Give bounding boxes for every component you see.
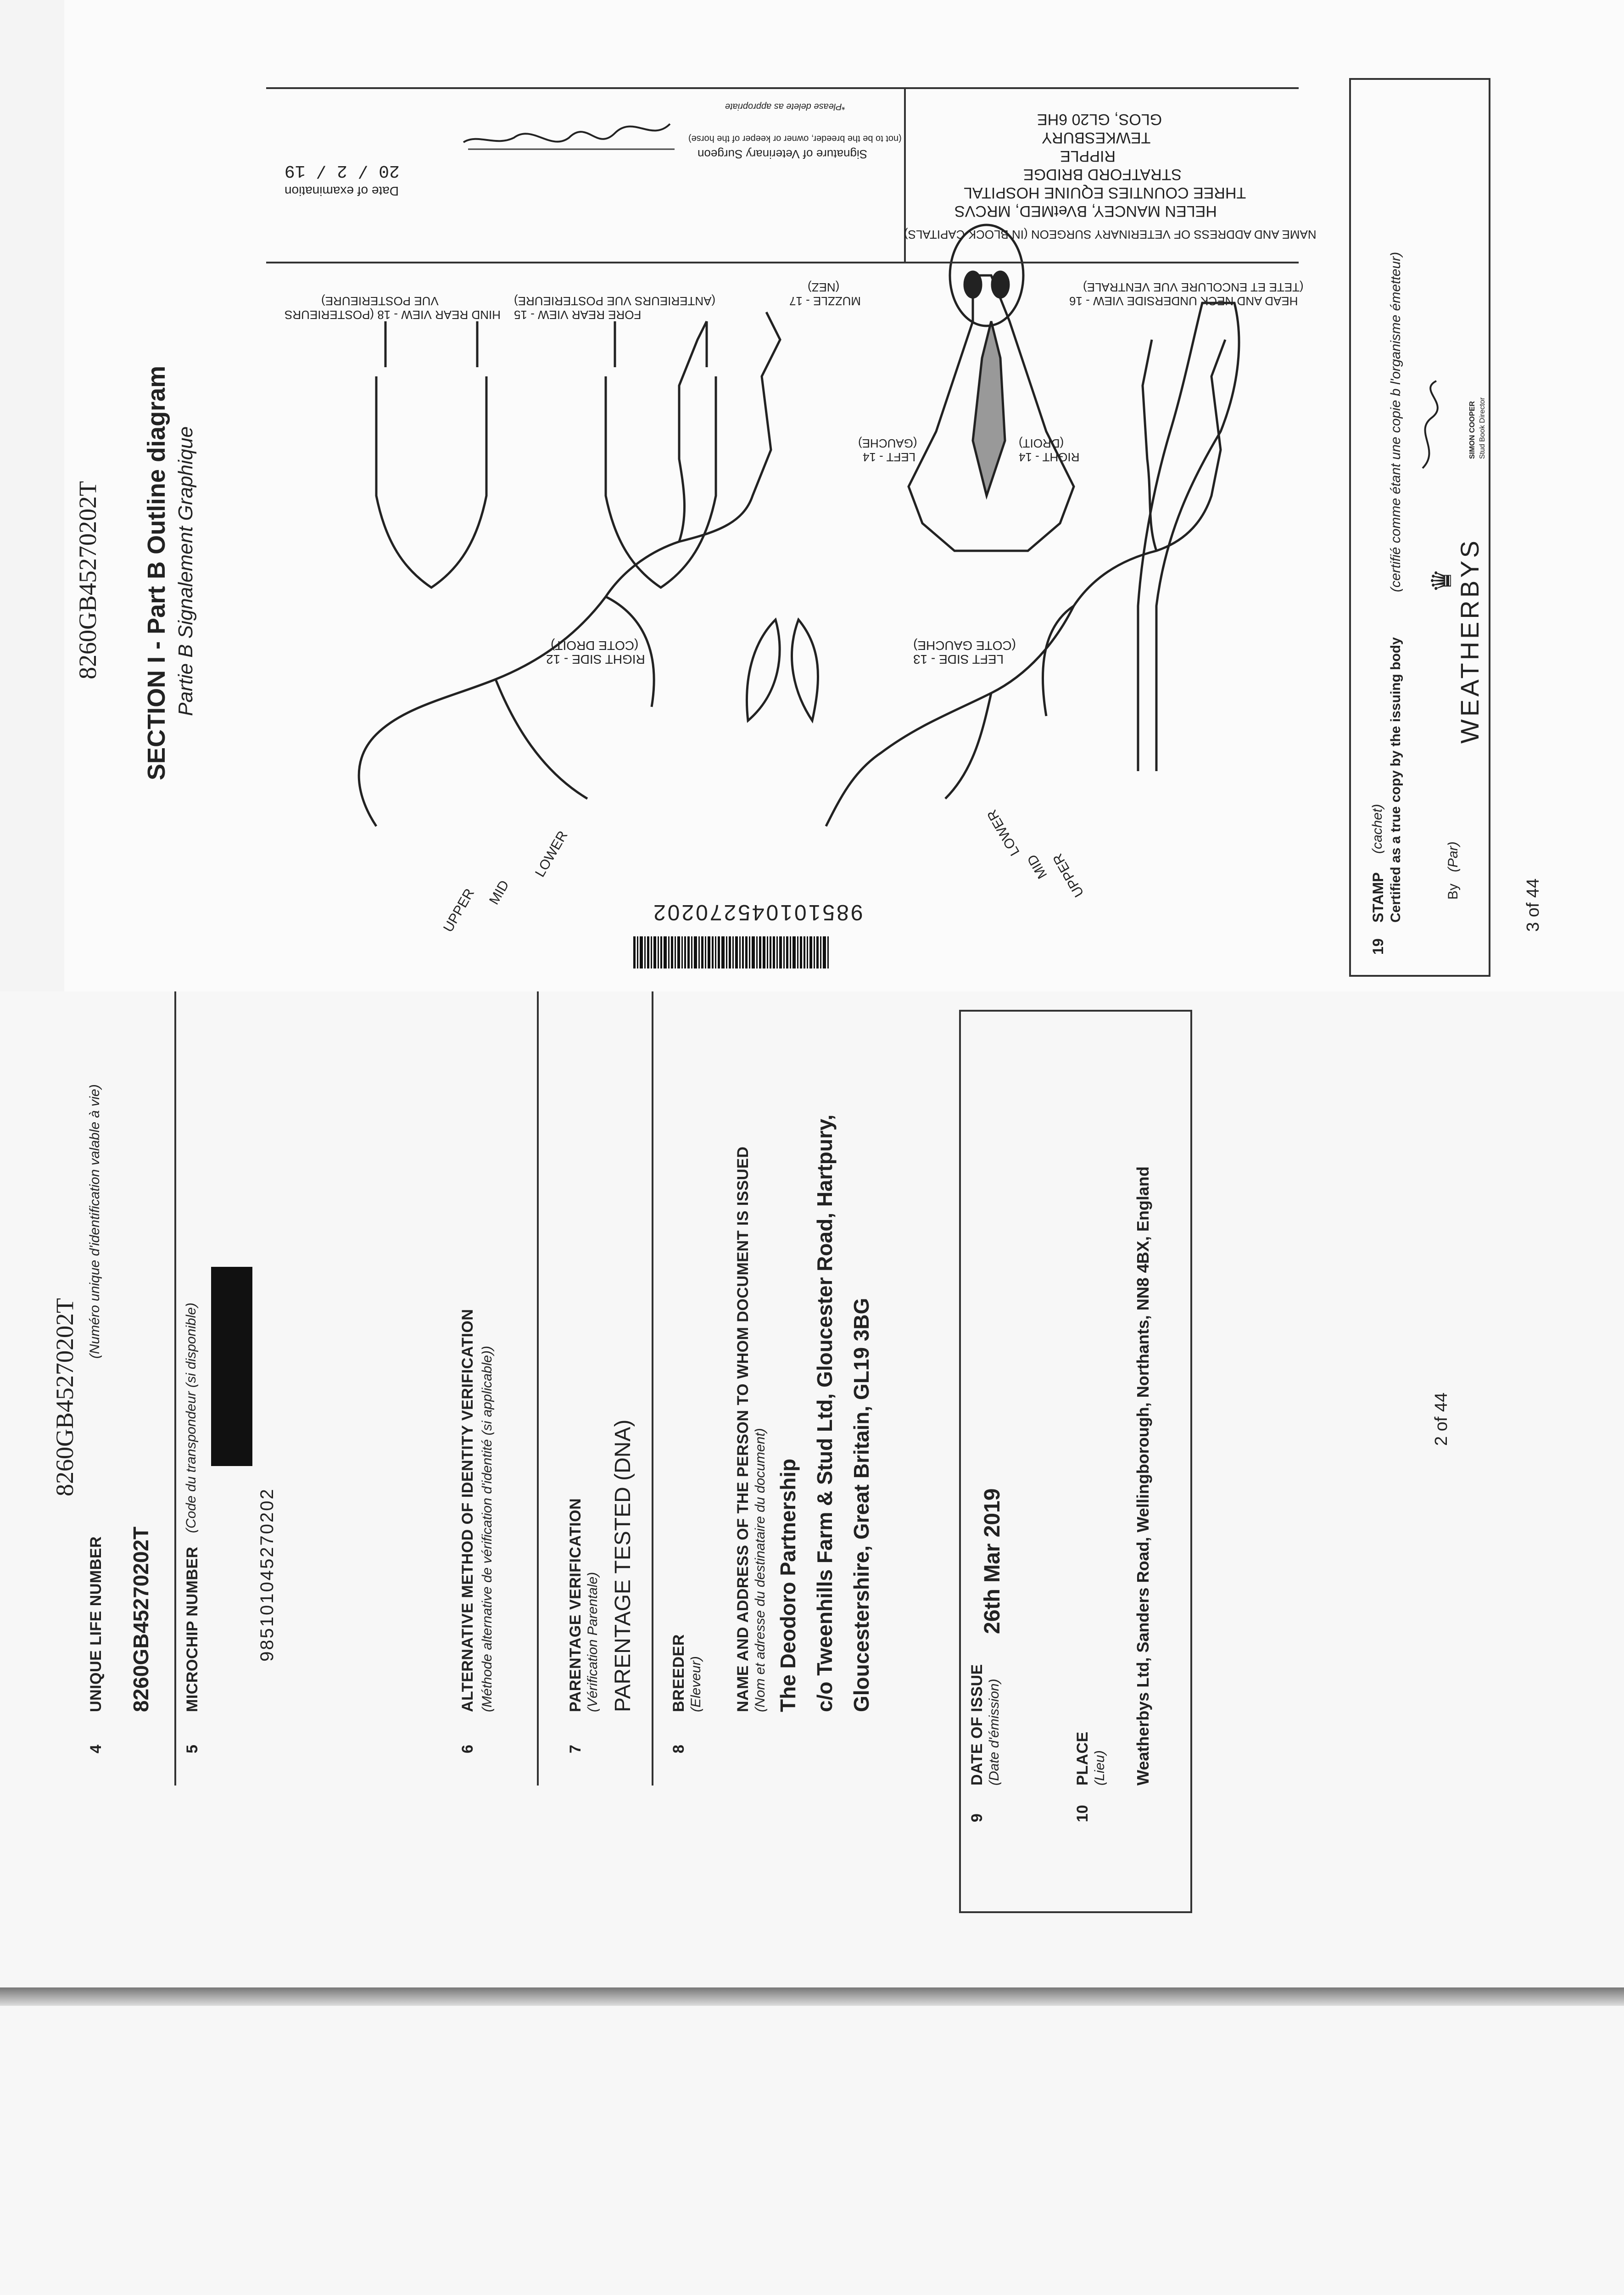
stamp-signatory-title: Stud Book Director — [1479, 397, 1486, 459]
section-title: SECTION I - Part B Outline diagram — [143, 365, 170, 780]
weatherbys-crest-icon: ♛ — [1426, 568, 1457, 593]
label-right-side-fr: (COTE DROIT) — [551, 638, 639, 653]
stamp-issuer: WEATHERBYS — [1455, 538, 1484, 744]
blaze-marking — [973, 321, 1005, 496]
vet-address-1: THREE COUNTIES EQUINE HOSPITAL — [964, 184, 1246, 202]
label-head-neck-fr: (TETE ET ENCOLURE VUE VENTRALE) — [1083, 280, 1304, 294]
stamp-label: STAMP — [1370, 872, 1386, 923]
page-bottom-edge — [0, 1987, 1624, 2006]
section-subtitle: Partie B Signalement Graphique — [174, 426, 197, 716]
label-head-neck: HEAD AND NECK UNDERSIDE VIEW - 16 — [1069, 294, 1298, 308]
field5-label: MICROCHIP NUMBER — [184, 1546, 201, 1712]
stamp-number: 19 — [1370, 938, 1386, 955]
field4-rule — [174, 991, 176, 1786]
vet-heading: NAME AND ADDRESS OF VETERINARY SURGEON (IN BLOCK CAPITALS) — [904, 228, 1317, 241]
field4-label-fr: (Numéro unique d'identification valable à vie) — [87, 1084, 102, 1359]
label-lower-left: LOWER — [532, 828, 571, 880]
field8-label: BREEDER — [670, 1634, 687, 1712]
field8-number: 8 — [670, 1745, 687, 1753]
field9-label: DATE OF ISSUE — [968, 1664, 986, 1786]
vet-date-label: Date of examination — [285, 184, 399, 198]
stamp-certified: Certified as a true copy by the issuing body — [1388, 637, 1403, 923]
label-right-14-fr: (DROIT) — [1019, 437, 1064, 450]
field4-value: 8260GB45270202T — [129, 1526, 153, 1712]
field8-address-1: c/o Tweenhills Farm & Stud Ltd, Gloucester Road, Hartpury, — [813, 1114, 837, 1712]
field6-number: 6 — [459, 1745, 476, 1753]
label-left-side: LEFT SIDE - 13 — [913, 652, 1004, 666]
label-left-14-fr: (GAUCHE) — [858, 437, 917, 450]
field8-sub-label: NAME AND ADDRESS OF THE PERSON TO WHOM DOCUMENT IS ISSUED — [734, 1146, 752, 1712]
vet-block-bottom-rule — [266, 262, 1299, 263]
label-hind-rear: HIND REAR VIEW - 18 (POSTERIEURS — [285, 308, 501, 322]
label-right-side: RIGHT SIDE - 12 — [546, 652, 645, 666]
vet-signature-label: Signature of Veterinary Surgeon — [698, 147, 868, 161]
bottom-header-id: 8260GB45270202T — [51, 1298, 78, 1496]
vet-address-5: GLOS, GL20 6HE — [1037, 111, 1162, 128]
field10-label-fr: (Lieu) — [1092, 1750, 1107, 1786]
field10-label: PLACE — [1074, 1731, 1091, 1786]
label-mid-left: MID — [486, 878, 513, 907]
field5-number: 5 — [184, 1745, 201, 1753]
stamp-by-fr: (Par) — [1445, 841, 1461, 872]
horse-tail-left — [792, 620, 818, 721]
label-fore-rear: FORE REAR VIEW - 15 — [514, 308, 642, 322]
field10-value: Weatherbys Ltd, Sanders Road, Wellingborough, Northants, NN8 4BX, England — [1133, 1166, 1152, 1786]
label-upper-left: UPPER — [441, 886, 478, 935]
field6-rule — [537, 991, 539, 1786]
top-header-id: 8260GB45270202T — [74, 481, 101, 679]
stamp-signatory: SIMON COOPER — [1468, 401, 1476, 459]
field8-label-fr: (Eleveur) — [688, 1656, 703, 1712]
label-left-14: LEFT - 14 — [863, 450, 916, 464]
top-microchip-barcode — [633, 936, 830, 968]
field9-label-fr: (Date d'émission) — [987, 1679, 1002, 1786]
field6-label-fr: (Méthode alternative de vérification d'identité (si applicable)) — [480, 1346, 495, 1712]
field4-number: 4 — [87, 1745, 105, 1753]
field6-label: ALTERNATIVE METHOD OF IDENTITY VERIFICATION — [459, 1309, 476, 1712]
label-mid-right: MID — [1024, 851, 1050, 881]
vet-signature — [459, 106, 679, 156]
label-muzzle-fr: (NEZ) — [808, 280, 840, 294]
field5-label-fr: (Code du transpondeur (si disponible) — [184, 1303, 199, 1533]
stamp-label-fr: (cachet) — [1370, 804, 1385, 854]
vet-address-2: STRATFORD BRIDGE — [1023, 166, 1182, 183]
bottom-microchip-barcode — [211, 1267, 252, 1717]
field7-label-fr: (Vérification Parentale) — [585, 1572, 600, 1712]
label-muzzle: MUZZLE - 17 — [789, 294, 861, 308]
stamp-certified-fr: (certifié comme étant une copie b l'organisme émetteur) — [1388, 252, 1403, 592]
label-fore-rear-fr: (ANTERIEURS VUE POSTERIEURE) — [514, 294, 716, 308]
fore-rear-view-outline — [606, 321, 716, 588]
field7-label: PARENTAGE VERIFICATION — [567, 1498, 584, 1712]
hind-rear-view-outline — [376, 321, 486, 588]
field9-value: 26th Mar 2019 — [980, 1488, 1005, 1634]
vet-address-3: RIPPLE — [1060, 147, 1116, 165]
label-upper-right: UPPER — [1050, 851, 1087, 900]
vet-signature-note: (not to be the breeder, owner or keeper of the horse) — [688, 134, 902, 144]
field8-sub-label-fr: (Nom et adresse du destinataire du document) — [753, 1428, 768, 1712]
field7-rule — [652, 991, 653, 1786]
field8-name: The Deodoro Partnership — [776, 1458, 800, 1712]
top-page-number: 3 of 44 — [1524, 878, 1543, 932]
vet-block-top-rule — [266, 87, 1299, 89]
field7-value: PARENTAGE TESTED (DNA) — [611, 1419, 635, 1712]
vet-date-of-exam: 20 / 2 / 19 — [285, 161, 400, 180]
label-lower-right: LOWER — [984, 807, 1023, 858]
label-hind-rear-fr: VUE POSTERIEURE) — [321, 294, 439, 308]
vet-footnote: *Please delete as appropriate — [725, 101, 846, 112]
stamp-signature — [1404, 376, 1459, 477]
stamp-by: By — [1445, 883, 1461, 900]
field4-label: UNIQUE LIFE NUMBER — [87, 1536, 105, 1712]
vet-address-4: TEWKESBURY — [1042, 129, 1151, 146]
horse-tail-right — [747, 620, 780, 721]
bottom-page-number: 2 of 44 — [1432, 1392, 1451, 1446]
label-right-14: RIGHT - 14 — [1019, 450, 1080, 464]
field7-number: 7 — [567, 1745, 584, 1753]
top-microchip-number: 985101045270202 — [652, 900, 863, 924]
field9-number: 9 — [968, 1814, 986, 1822]
label-left-side-fr: (COTE GAUCHE) — [913, 638, 1016, 653]
field5-value: 985101045270202 — [257, 1488, 277, 1662]
field8-address-2: Gloucestershire, Great Britain, GL19 3BG — [849, 1298, 873, 1712]
field10-number: 10 — [1074, 1805, 1091, 1822]
vet-name: HELEN MANCEY, BVetMED, MRCVS — [954, 202, 1217, 220]
horse-left-side-outline — [826, 340, 1225, 826]
